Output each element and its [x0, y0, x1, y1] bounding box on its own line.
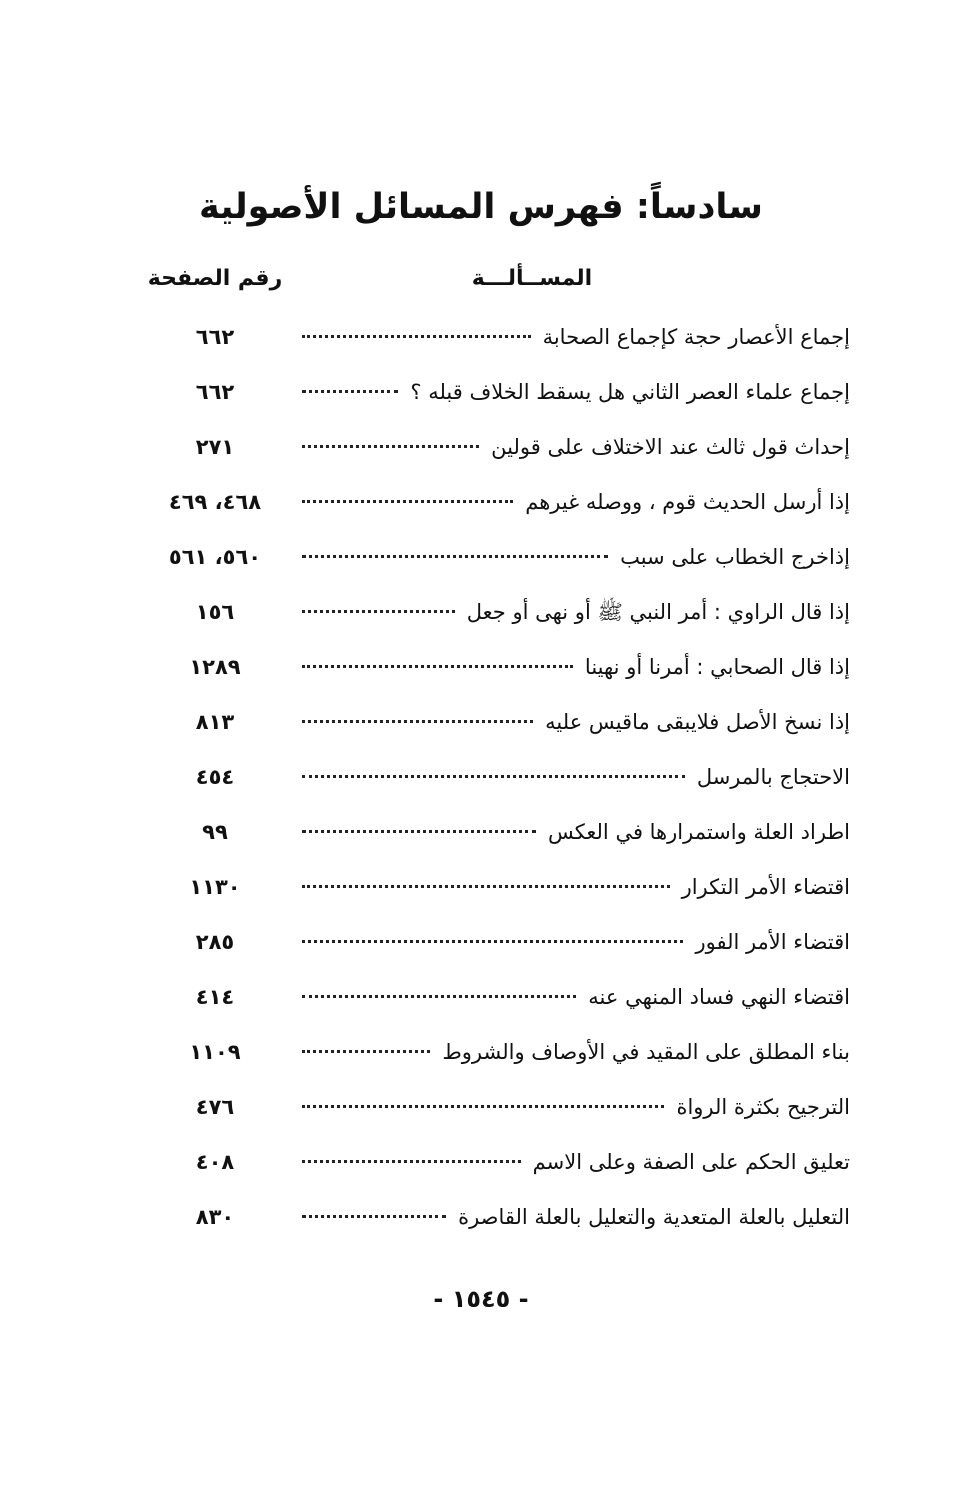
dot-leader — [302, 775, 685, 778]
index-entry — [0, 591, 962, 635]
dot-leader — [302, 940, 683, 943]
dot-leader — [302, 445, 479, 448]
entry-topic: بناء المطلق على المقيد في الأوصاف والشروط — [442, 1040, 850, 1064]
index-entry — [0, 756, 962, 800]
entry-page: ١٢٨٩ — [189, 655, 241, 679]
entry-page: ١١٣٠ — [189, 875, 241, 899]
index-entry — [0, 701, 962, 745]
entry-topic: إذا أرسل الحديث قوم ، ووصله غيرهم — [525, 490, 850, 514]
entry-topic: الاحتجاج بالمرسل — [696, 765, 850, 789]
dot-leader — [302, 335, 531, 338]
index-entry — [0, 426, 962, 470]
entry-page: ٦٦٢ — [195, 380, 235, 404]
entry-page: ٤٥٤ — [195, 765, 235, 789]
index-entry — [0, 371, 962, 415]
entry-topic: إحداث قول ثالث عند الاختلاف على قولين — [491, 435, 850, 459]
index-entry — [0, 1086, 962, 1130]
entry-page: ٦٦٢ — [195, 325, 235, 349]
dot-leader — [302, 995, 576, 998]
entry-page: ٨١٣ — [195, 710, 235, 734]
entry-page: ٥٦٠، ٥٦١ — [168, 545, 262, 569]
dot-leader — [302, 1050, 430, 1053]
entry-topic: إجماع الأعصار حجة كإجماع الصحابة — [542, 325, 850, 349]
page-number: - ١٥٤٥ - — [433, 1285, 529, 1313]
dot-leader — [302, 830, 536, 833]
dot-leader — [302, 390, 398, 393]
table-header — [0, 266, 962, 306]
entry-topic: التعليل بالعلة المتعدية والتعليل بالعلة القاصرة — [458, 1205, 850, 1229]
entry-topic: اطراد العلة واستمرارها في العكس — [548, 820, 850, 844]
index-entry — [0, 646, 962, 690]
index-entry — [0, 316, 962, 360]
entry-page: ١١٠٩ — [189, 1040, 241, 1064]
entry-page: ٤٧٦ — [195, 1095, 235, 1119]
entry-page: ١٥٦ — [195, 600, 235, 624]
column-header-topic: المســألـــة — [471, 266, 593, 291]
index-entry — [0, 481, 962, 525]
dot-leader — [302, 610, 455, 613]
entry-topic: إجماع علماء العصر الثاني هل يسقط الخلاف قبله ؟ — [410, 380, 850, 404]
dot-leader — [302, 1105, 664, 1108]
dot-leader — [302, 720, 533, 723]
dot-leader — [302, 1215, 446, 1218]
entry-page: ٩٩ — [202, 820, 228, 844]
dot-leader — [302, 1160, 521, 1163]
index-entry — [0, 536, 962, 580]
index-entry — [0, 921, 962, 965]
entry-topic: إذا قال الصحابي : أمرنا أو نهينا — [584, 655, 850, 679]
dot-leader — [302, 555, 608, 558]
dot-leader — [302, 885, 670, 888]
entry-page: ٤٦٨، ٤٦٩ — [168, 490, 262, 514]
page-title: سادساً: فهرس المسائل الأصولية — [199, 187, 763, 227]
index-entry — [0, 1141, 962, 1185]
entry-topic: اقتضاء الأمر التكرار — [681, 875, 850, 899]
entry-topic: إذاخرج الخطاب على سبب — [620, 545, 850, 569]
index-entry — [0, 976, 962, 1020]
dot-leader — [302, 665, 573, 668]
entry-topic: اقتضاء النهي فساد المنهي عنه — [588, 985, 850, 1009]
index-entry — [0, 811, 962, 855]
dot-leader — [302, 500, 513, 503]
index-entry — [0, 1031, 962, 1075]
entry-page: ٢٧١ — [195, 435, 235, 459]
column-header-page: رقم الصفحة — [147, 266, 283, 291]
entry-topic: اقتضاء الأمر الفور — [695, 930, 850, 954]
entry-topic: تعليق الحكم على الصفة وعلى الاسم — [532, 1150, 850, 1174]
entry-topic: إذا قال الراوي : أمر النبي ﷺ أو نهى أو جعل — [466, 600, 850, 624]
entry-page: ٨٣٠ — [195, 1205, 235, 1229]
entry-topic: إذا نسخ الأصل فلايبقى ماقيس عليه — [545, 710, 850, 734]
entry-page: ٤١٤ — [195, 985, 235, 1009]
index-entry — [0, 1196, 962, 1240]
entry-topic: الترجيح بكثرة الرواة — [676, 1095, 850, 1119]
entry-page: ٢٨٥ — [195, 930, 235, 954]
entry-page: ٤٠٨ — [195, 1150, 235, 1174]
index-entry — [0, 866, 962, 910]
